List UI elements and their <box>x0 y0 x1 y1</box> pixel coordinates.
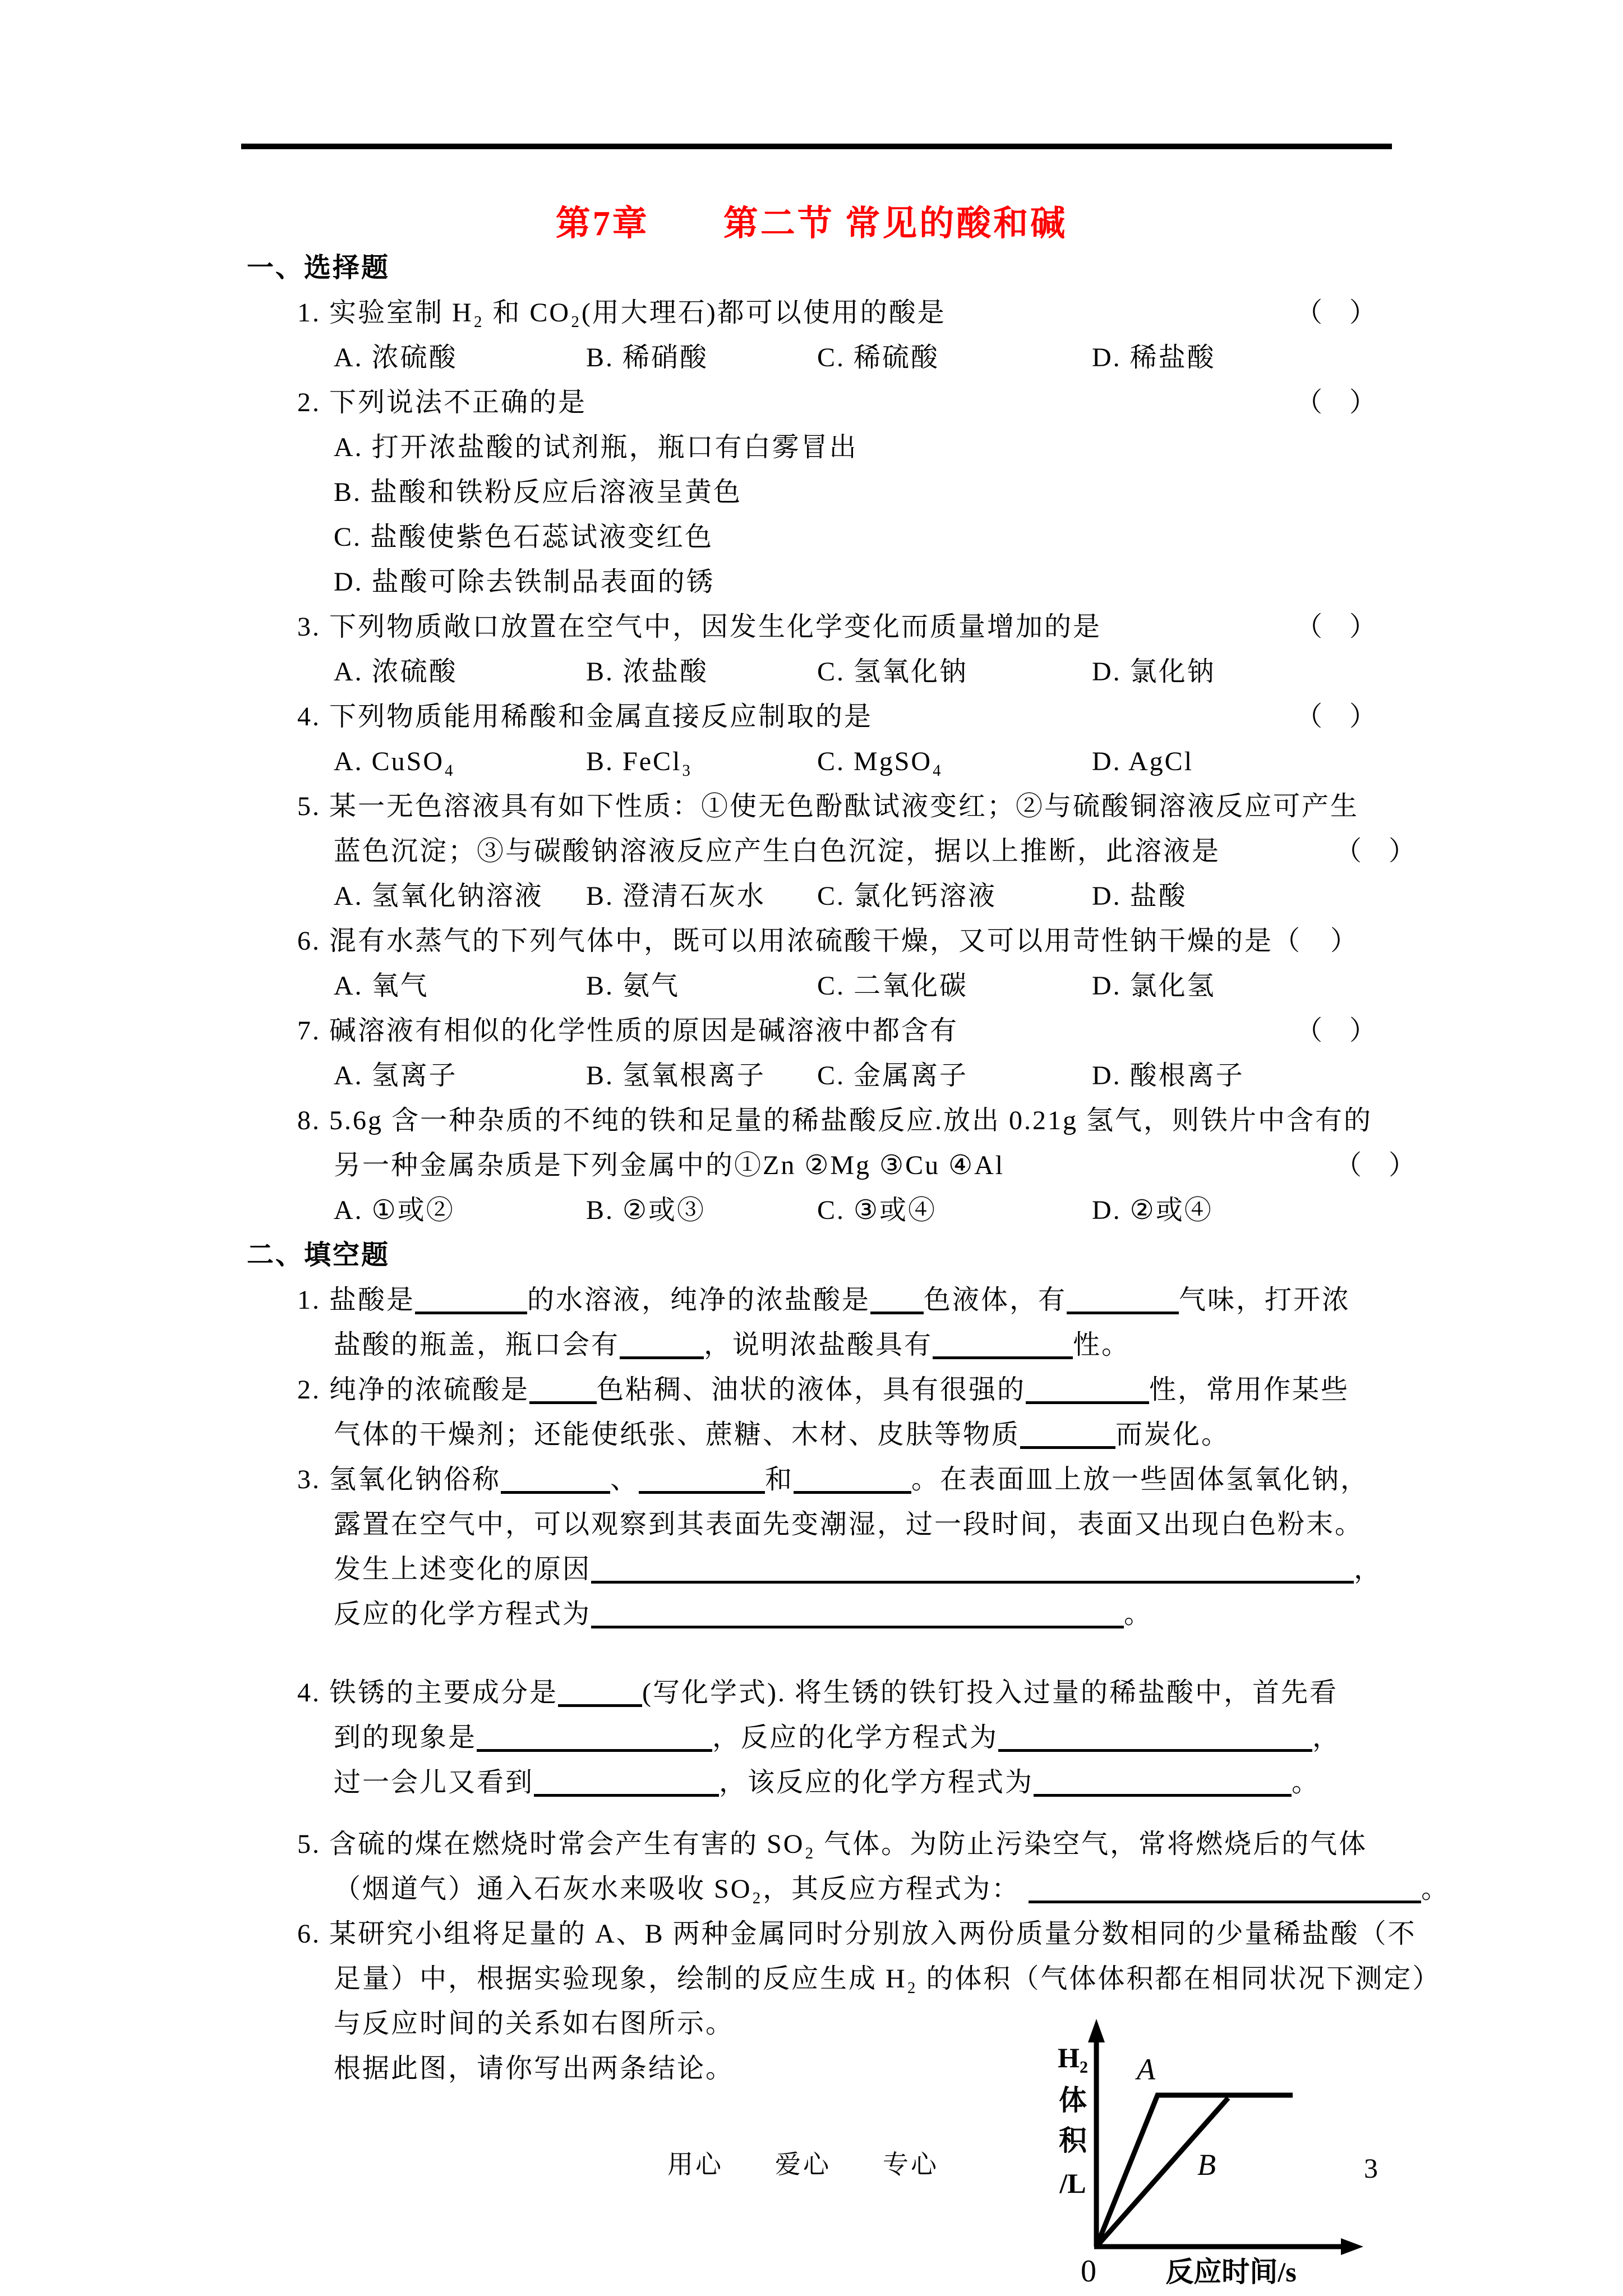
footer-word: 用心 <box>667 2150 723 2179</box>
x-axis-label: 反应时间/s <box>1165 2256 1297 2288</box>
text-line <box>0 1671 1623 1715</box>
text-line <box>0 560 1623 605</box>
chart-canvas <box>995 2011 1382 2294</box>
answer-parentheses: （ ） <box>1295 298 1377 328</box>
text-line <box>0 425 1623 470</box>
series-A-line <box>1096 2095 1293 2247</box>
blank-spacer <box>0 1637 1623 1671</box>
option-row <box>0 964 1623 1009</box>
answer-blank <box>639 1483 765 1494</box>
text-segment: C. 盐酸使紫色石蕊试液变红色 <box>334 522 714 552</box>
choice-section-heading: 一、选择题 <box>247 253 390 283</box>
text-segment: 4. 铁锈的主要成分是 <box>297 1678 559 1708</box>
text-segment: 发生上述变化的原因 <box>334 1554 592 1584</box>
text-line <box>0 1009 1623 1053</box>
answer-blank <box>1029 1893 1421 1903</box>
text-segment: 1. 盐酸是 <box>297 1285 416 1315</box>
text-segment: 5. 含硫的煤在燃烧时常会产生有害的 SO₂ 气体。为防止污染空气，常将燃烧后的气体 <box>297 1829 1368 1859</box>
text-segment: 过一会儿又看到 <box>334 1768 534 1797</box>
text-line <box>0 1867 1623 1912</box>
text-segment: 6. 混有水蒸气的下列气体中，既可以用浓硫酸干燥，又可以用苛性钠干燥的是（ ） <box>297 926 1359 956</box>
option-row <box>0 650 1623 694</box>
text-segment: 足量）中，根据实验现象，绘制的反应生成 H₂ 的体积（气体体积都在相同状况下测定） <box>334 1964 1441 1994</box>
answer-blank <box>870 1304 924 1314</box>
answer-blank <box>1026 1393 1149 1404</box>
answer-blank <box>794 1483 911 1494</box>
fill-section-heading: 二、填空题 <box>247 1240 390 1270</box>
footer-word: 专心 <box>883 2150 939 2179</box>
text-segment: 。 <box>1292 1768 1321 1797</box>
text-segment: 色液体，有 <box>924 1285 1067 1315</box>
answer-blank <box>591 1618 1124 1628</box>
option-C: C. ③或④ <box>817 1195 937 1225</box>
option-B: B. 氨气 <box>586 971 680 1001</box>
option-D: D. AgCl <box>1092 747 1194 776</box>
y-axis-label-ji: 积 <box>1059 2125 1087 2156</box>
blank-spacer <box>0 1805 1623 1822</box>
text-segment: 8. 5.6g 含一种杂质的不纯的铁和足量的稀盐酸反应.放出 0.21g 氢气，则铁片中含有的 <box>297 1106 1373 1135</box>
page-number: 3 <box>1364 2152 1378 2184</box>
option-B: B. 氢氧根离子 <box>586 1061 766 1091</box>
answer-parentheses: （ ） <box>1335 836 1416 866</box>
series-B-label: B <box>1197 2148 1216 2182</box>
text-segment: A. 打开浓盐酸的试剂瓶，瓶口有白雾冒出 <box>334 432 858 462</box>
answer-parentheses: （ ） <box>1295 388 1377 417</box>
text-line <box>0 829 1623 874</box>
text-segment: 1. 实验室制 H₂ 和 CO₂(用大理石)都可以使用的酸是 <box>297 298 946 328</box>
answer-blank <box>998 1741 1312 1752</box>
text-line <box>0 470 1623 515</box>
text-segment: 2. 下列说法不正确的是 <box>297 388 587 417</box>
text-segment: 。 <box>1124 1599 1153 1629</box>
option-A: A. 氢氧化钠溶液 <box>334 881 543 911</box>
y-axis-arrow-icon <box>1088 2019 1105 2042</box>
text-line <box>0 694 1623 739</box>
option-B: B. ②或③ <box>586 1195 706 1225</box>
option-row <box>0 1053 1623 1098</box>
answer-blank <box>529 1393 597 1404</box>
option-D: D. 酸根离子 <box>1092 1061 1244 1091</box>
text-line <box>0 1278 1623 1323</box>
text-line <box>0 1323 1623 1368</box>
text-segment: 、 <box>610 1465 639 1494</box>
text-line <box>0 1912 1623 1957</box>
text-segment: 到的现象是 <box>334 1723 477 1752</box>
answer-blank <box>415 1304 527 1314</box>
answer-blank <box>620 1349 704 1359</box>
answer-parentheses: （ ） <box>1295 702 1377 731</box>
text-line <box>0 1760 1623 1805</box>
text-line <box>0 1368 1623 1412</box>
option-C: C. 氯化钙溶液 <box>817 881 997 911</box>
text-segment: 性，常用作某些 <box>1149 1375 1350 1405</box>
text-segment: 4. 下列物质能用稀酸和金属直接反应制取的是 <box>297 702 873 731</box>
text-line <box>0 1822 1623 1867</box>
text-line <box>0 1457 1623 1502</box>
text-segment: 3. 下列物质敞口放置在空气中，因发生化学变化而质量增加的是 <box>297 612 1102 642</box>
text-segment: 根据此图，请你写出两条结论。 <box>334 2054 735 2083</box>
text-segment: ，该反应的化学方程式为 <box>719 1768 1034 1797</box>
option-C: C. 金属离子 <box>817 1061 969 1091</box>
header-rule <box>241 144 1392 149</box>
text-segment: 气体的干燥剂；还能使纸张、蔗糖、木材、皮肤等物质 <box>334 1420 1021 1450</box>
answer-blank <box>1067 1304 1179 1314</box>
text-line <box>0 1098 1623 1143</box>
origin-label: 0 <box>1081 2254 1096 2289</box>
text-segment: 蓝色沉淀；③与碳酸钠溶液反应产生白色沉淀，据以上推断，此溶液是 <box>334 836 1221 866</box>
option-B: B. 澄清石灰水 <box>586 881 766 911</box>
text-segment: 性。 <box>1073 1330 1131 1360</box>
text-line <box>0 1502 1623 1547</box>
text-segment: 7. 碱溶液有相似的化学性质的原因是碱溶液中都含有 <box>297 1016 959 1046</box>
answer-blank <box>591 1573 1354 1584</box>
option-D: D. 氯化氢 <box>1092 971 1216 1001</box>
answer-blank <box>933 1349 1073 1359</box>
h2-volume-chart <box>995 2011 1382 2294</box>
answer-parentheses: （ ） <box>1335 1151 1416 1180</box>
answer-blank <box>558 1696 642 1707</box>
text-segment: 露置在空气中，可以观察到其表面先变潮湿，过一段时间，表面又出现白色粉末。 <box>334 1510 1364 1539</box>
text-segment: 反应的化学方程式为 <box>334 1599 592 1629</box>
option-A: A. CuSO₄ <box>334 747 455 776</box>
text-segment: 色粘稠、油状的液体，具有很强的 <box>597 1375 1026 1405</box>
text-segment: 6. 某研究小组将足量的 A、B 两种金属同时分别放入两份质量分数相同的少量稀盐酸（不 <box>297 1919 1417 1949</box>
option-C: C. 稀硫酸 <box>817 343 940 372</box>
text-segment: D. 盐酸可除去铁制品表面的锈 <box>334 567 715 597</box>
text-line <box>0 1547 1623 1592</box>
text-segment: ， <box>1312 1723 1341 1752</box>
text-segment: 气味，打开浓 <box>1179 1285 1351 1315</box>
page-footer <box>667 2144 939 2181</box>
text-segment: ，说明浓盐酸具有 <box>704 1330 933 1360</box>
text-line <box>0 380 1623 425</box>
text-line <box>0 1143 1623 1188</box>
y-axis-label-unit: /L <box>1059 2168 1086 2199</box>
text-segment: 与反应时间的关系如右图所示。 <box>334 2009 735 2039</box>
text-line <box>0 605 1623 650</box>
x-axis-arrow-icon <box>1341 2238 1363 2255</box>
option-C: C. MgSO₄ <box>817 747 943 776</box>
text-line <box>0 1412 1623 1457</box>
text-segment: 2. 纯净的浓硫酸是 <box>297 1375 530 1405</box>
option-D: D. 盐酸 <box>1092 881 1187 911</box>
text-line <box>0 1592 1623 1637</box>
footer-word: 爱心 <box>775 2150 831 2179</box>
answer-blank <box>534 1786 719 1797</box>
answer-parentheses: （ ） <box>1295 1016 1377 1046</box>
option-D: D. ②或④ <box>1092 1195 1213 1225</box>
text-segment: ，反应的化学方程式为 <box>712 1723 999 1752</box>
option-A: A. 氢离子 <box>334 1061 458 1091</box>
option-row <box>0 1188 1623 1233</box>
option-B: B. 浓盐酸 <box>586 657 709 687</box>
text-line <box>0 515 1623 560</box>
text-segment: 的水溶液，纯净的浓盐酸是 <box>527 1285 871 1315</box>
option-row <box>0 874 1623 919</box>
text-line <box>0 291 1623 335</box>
text-line <box>0 919 1623 964</box>
series-A-label: A <box>1137 2053 1155 2086</box>
option-D: D. 稀盐酸 <box>1092 343 1216 372</box>
option-A: A. 氧气 <box>334 971 429 1001</box>
text-segment: 和 <box>765 1465 794 1494</box>
answer-blank <box>1034 1786 1292 1797</box>
text-segment: 。在表面皿上放一些固体氢氧化钠， <box>911 1465 1370 1494</box>
y-axis-label-h2: H₂ <box>1058 2042 1088 2073</box>
text-segment: 而炭化。 <box>1115 1420 1230 1450</box>
option-A: A. 浓硫酸 <box>334 657 458 687</box>
text-segment: （烟道气）通入石灰水来吸收 SO₂，其反应方程式为： <box>334 1874 1029 1904</box>
page-title: 第7章 第二节 常见的酸和碱 <box>555 205 1068 243</box>
text-segment: B. 盐酸和铁粉反应后溶液呈黄色 <box>334 477 743 507</box>
text-line <box>0 1957 1623 2001</box>
option-C: C. 氢氧化钠 <box>817 657 969 687</box>
option-D: D. 氯化钠 <box>1092 657 1216 687</box>
worksheet-content <box>0 246 1623 2091</box>
answer-blank <box>477 1741 712 1752</box>
option-row <box>0 739 1623 784</box>
text-segment: 。 <box>1421 1874 1450 1904</box>
text-segment: 另一种金属杂质是下列金属中的①Zn ②Mg ③Cu ④Al <box>334 1151 1005 1180</box>
text-segment: 3. 氢氧化钠俗称 <box>297 1465 501 1494</box>
answer-blank <box>1020 1438 1115 1449</box>
option-A: A. ①或② <box>334 1195 455 1225</box>
option-B: B. 稀硝酸 <box>586 343 709 372</box>
option-row <box>0 335 1623 380</box>
text-line <box>0 784 1623 829</box>
text-segment: (写化学式). 将生锈的铁钉投入过量的稀盐酸中，首先看 <box>642 1678 1338 1708</box>
answer-parentheses: （ ） <box>1295 612 1377 642</box>
option-B: B. FeCl₃ <box>586 747 693 776</box>
text-segment: 5. 某一无色溶液具有如下性质：①使无色酚酞试液变红；②与硫酸铜溶液反应可产生 <box>297 792 1359 821</box>
y-axis-label-ti: 体 <box>1059 2085 1087 2116</box>
text-line <box>0 1715 1623 1760</box>
option-C: C. 二氧化碳 <box>817 971 969 1001</box>
text-segment: 盐酸的瓶盖，瓶口会有 <box>334 1330 620 1360</box>
text-segment: ， <box>1354 1554 1383 1584</box>
option-A: A. 浓硫酸 <box>334 343 458 372</box>
answer-blank <box>501 1483 610 1494</box>
